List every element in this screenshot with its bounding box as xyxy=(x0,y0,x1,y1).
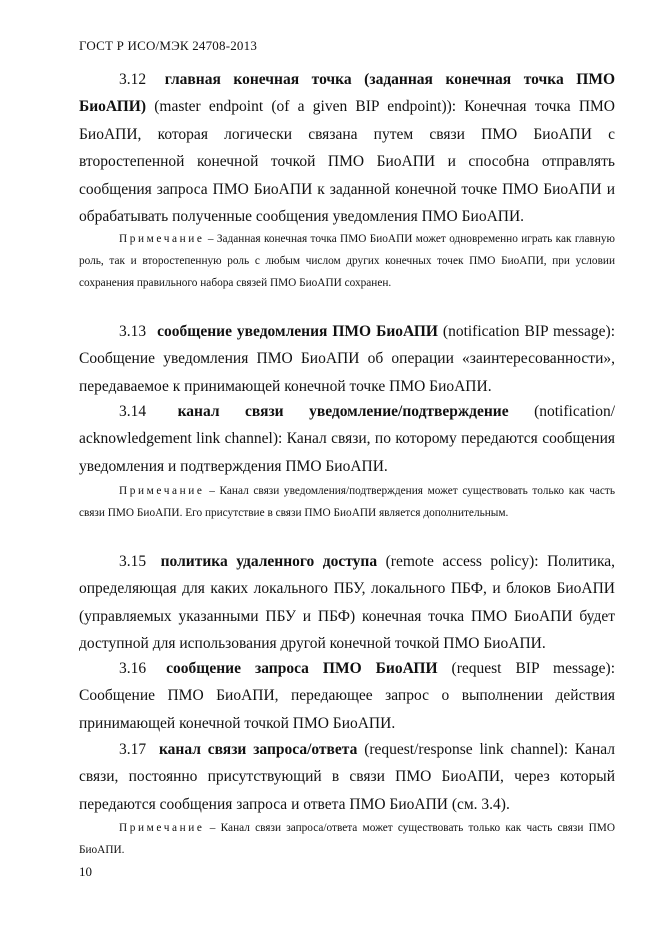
clause-number: 3.13 xyxy=(119,323,147,340)
definition-text: (remote access policy): Политика, определяющая для каких локального ПБУ, локального ПБФ, и блоков БиоАПИ (управляемых указанными ПБУ и ПБФ) конечная точка ПМО БиоАПИ будет доступной для использования другой конечной точкой ПМО БиоАПИ. xyxy=(79,553,615,653)
note-text: – Канал связи запроса/ответа может существовать только как часть связи ПМО БиоАПИ. xyxy=(79,822,615,856)
term-title: сообщение уведомления ПМО БиоАПИ xyxy=(157,323,438,340)
note-label: Примечание xyxy=(119,485,205,497)
page-number: 10 xyxy=(79,864,92,879)
definition-paragraph xyxy=(79,318,615,400)
definition-entry xyxy=(79,398,615,480)
definition-entry xyxy=(79,318,615,400)
note-label: Примечание xyxy=(119,822,205,834)
note-label: Примечание xyxy=(119,233,205,245)
note xyxy=(79,818,615,862)
clause-number: 3.14 xyxy=(119,403,147,420)
definition-entry xyxy=(79,66,615,230)
note xyxy=(79,481,615,525)
definition-entry xyxy=(79,655,615,737)
term-title: сообщение запроса ПМО БиоАПИ xyxy=(166,660,438,677)
term-title: канал связи уведомление/подтверждение xyxy=(177,403,509,420)
term-title: политика удаленного доступа xyxy=(160,553,378,570)
note-paragraph xyxy=(79,481,615,525)
clause-number: 3.16 xyxy=(119,660,147,677)
standard-header: ГОСТ Р ИСО/МЭК 24708-2013 xyxy=(79,38,258,53)
definition-paragraph xyxy=(79,398,615,480)
note-paragraph xyxy=(79,229,615,294)
definition-text: (notification/ acknowledgement link channel): Канал связи, по которому передаются сообщения уведомления и подтверждения ПМО БиоАПИ. xyxy=(79,403,615,475)
note-text: – Заданная конечная точка ПМО БиоАПИ может одновременно играть как главную роль, так и второстепенную роль с любым числом других конечных точек ПМО БиоАПИ, при условии сохранения правильного набора связей ПМО БиоАПИ сохранен. xyxy=(79,233,615,289)
clause-number: 3.17 xyxy=(119,741,147,758)
term-title: главная конечная точка (заданная конечная точка ПМО БиоАПИ) xyxy=(79,71,616,116)
definition-text: (notification BIP message): Сообщение уведомления ПМО БиоАПИ об операции «заинтересованности», передаваемое к принимающей конечной точке ПМО БиоАПИ. xyxy=(79,323,616,395)
clause-number: 3.15 xyxy=(119,553,147,570)
definition-paragraph xyxy=(79,655,615,737)
definition-text: (request/response link channel): Канал связи, постоянно присутствующий в связи ПМО БиоАПИ, через который передаются сообщения запроса и ответа ПМО БиоАПИ (см. 3.4). xyxy=(79,741,615,813)
definition-paragraph xyxy=(79,548,615,658)
note-text: – Канал связи уведомления/подтверждения может существовать только как часть связи ПМО БиоАПИ. Его присутствие в связи ПМО БиоАПИ является дополнительным. xyxy=(79,485,615,519)
definition-paragraph xyxy=(79,66,615,230)
clause-number: 3.12 xyxy=(119,71,147,88)
definition-entry xyxy=(79,548,615,658)
definition-text: (master endpoint (of a given BIP endpoint)): Конечная точка ПМО БиоАПИ, которая логически связана путем связи ПМО БиоАПИ с второстепенной конечной точкой ПМО БиоАПИ и способна отправлять сообщения запроса ПМО БиоАПИ к заданной конечной точке ПМО БиоАПИ и обрабатывать полученные сообщения уведомления ПМО БиоАПИ. xyxy=(79,98,615,226)
definition-paragraph xyxy=(79,736,615,818)
term-title: канал связи запроса/ответа xyxy=(158,741,358,758)
note-paragraph xyxy=(79,818,615,862)
note xyxy=(79,229,615,294)
definition-entry xyxy=(79,736,615,818)
definition-text: (request BIP message): Сообщение ПМО БиоАПИ, передающее запрос о выполнении действия принимающей конечной точкой ПМО БиоАПИ. xyxy=(79,660,615,732)
